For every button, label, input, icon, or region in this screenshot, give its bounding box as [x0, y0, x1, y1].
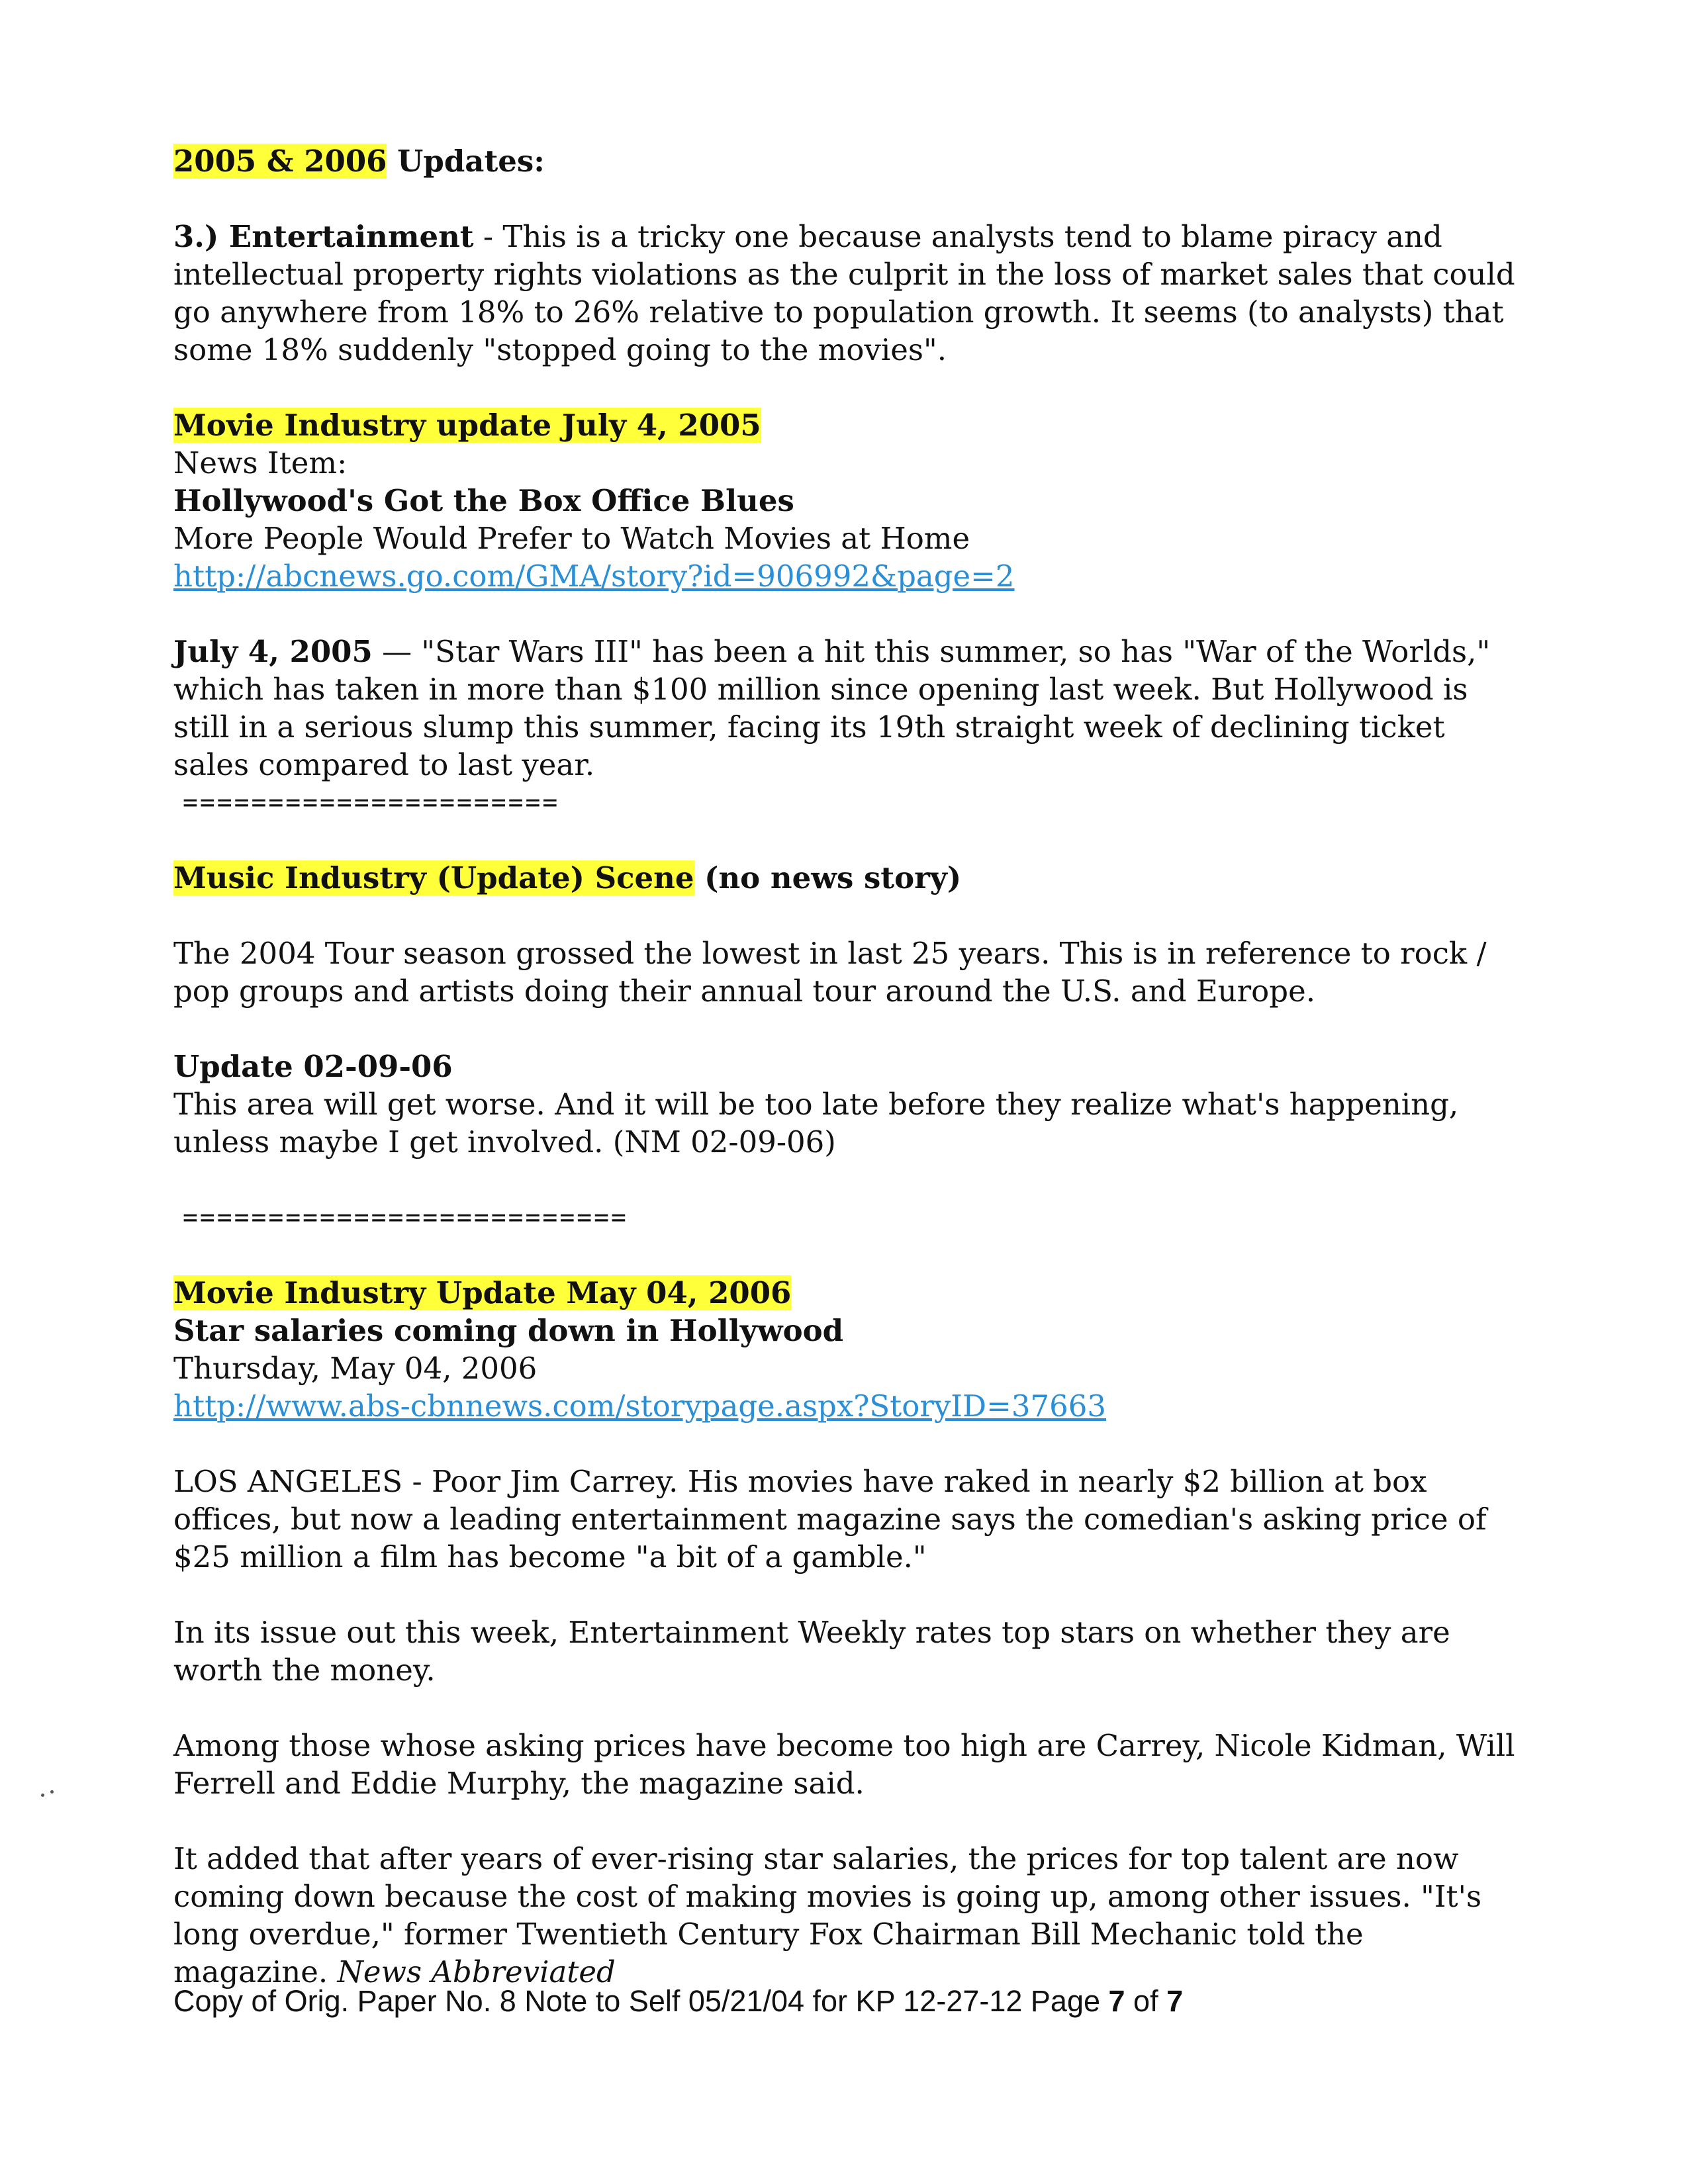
page-total: 7	[1166, 1984, 1184, 2018]
abs-cbn-link[interactable]: http://www.abs-cbnnews.com/storypage.aspx?StoryID=37663	[173, 1388, 1106, 1424]
entertainment-body: - This is a tricky one because analysts tend to blame piracy and intellectual property rights violations as the culprit in the loss of market sales that could go anywhere from 18% to 26% relative to population growth. It seems (to analysts) that some 18% suddenly "stopped going to the movies".	[173, 219, 1515, 367]
paragraph-stars-too-high: Among those whose asking prices have become too high are Carrey, Nicole Kidman, Will Ferrell and Eddie Murphy, the magazine said.	[173, 1728, 1515, 1801]
news-item-label: News Item:	[173, 445, 348, 480]
page-footer: Copy of Orig. Paper No. 8 Note to Self 05/21/04 for KP 12-27-12 Page 7 of 7	[173, 1984, 1184, 2018]
page-title	[173, 142, 1517, 180]
update-body: This area will get worse. And it will be too late before they realize what's happening, unless maybe I get involved. (NM 02-09-06)	[173, 1087, 1459, 1160]
update-heading-02-09-06: Update 02-09-06	[173, 1049, 453, 1084]
page-number: 7	[1108, 1984, 1125, 2018]
headline-star-salaries: Star salaries coming down in Hollywood	[173, 1313, 844, 1348]
title-rest: Updates:	[387, 144, 545, 179]
document-page	[173, 142, 1517, 1991]
subhead: More People Would Prefer to Watch Movies at Home	[173, 521, 970, 556]
separator: ======================	[183, 788, 560, 817]
story-date: Thursday, May 04, 2006	[173, 1351, 538, 1386]
separator: ==========================	[183, 1203, 628, 1232]
july-2005-paragraph: July 4, 2005 — "Star Wars III" has been a hit this summer, so has "War of the Worlds," which has taken in more than $100 million since opening last week. But Hollywood is still in a serious slump this summer, facing its 19th straight week of declining ticket sales compared to last year.	[173, 634, 1491, 782]
paragraph-salaries-coming-down: It added that after years of ever-rising star salaries, the prices for top talent are now coming down because the cost of making movies is going up, among other issues. "It's long overdue," former Twentieth Century Fox Chairman Bill Mechanic told the magazine. News Abbreviated	[173, 1841, 1482, 1989]
paragraph-entertainment-weekly: In its issue out this week, Entertainment Weekly rates top stars on whether they are worth the money.	[173, 1615, 1450, 1688]
scan-speck	[41, 1794, 44, 1797]
scan-speck	[50, 1790, 54, 1794]
music-update-heading: Music Industry (Update) Scene (no news story)	[173, 860, 962, 895]
abcnews-link[interactable]: http://abcnews.go.com/GMA/story?id=906992&page=2	[173, 559, 1015, 594]
years-highlight: 2005 & 2006	[173, 144, 387, 179]
movie-update-2005-heading: Movie Industry update July 4, 2005	[173, 408, 761, 443]
music-tour-paragraph: The 2004 Tour season grossed the lowest in last 25 years. This is in reference to rock / pop groups and artists doing their annual tour around the U.S. and Europe.	[173, 936, 1487, 1009]
entertainment-label: 3.) Entertainment	[173, 219, 474, 254]
news-abbreviated: News Abbreviated	[337, 1954, 616, 1989]
movie-update-2006-heading: Movie Industry Update May 04, 2006	[173, 1275, 792, 1310]
dateline: July 4, 2005	[173, 634, 373, 669]
headline-box-office-blues: Hollywood's Got the Box Office Blues	[173, 483, 794, 518]
entertainment-paragraph	[173, 218, 1517, 369]
paragraph-jim-carrey: LOS ANGELES - Poor Jim Carrey. His movies have raked in nearly $2 billion at box offices, but now a leading entertainment magazine says the comedian's asking price of $25 million a film has become "a bit of a gamble."	[173, 1464, 1487, 1574]
